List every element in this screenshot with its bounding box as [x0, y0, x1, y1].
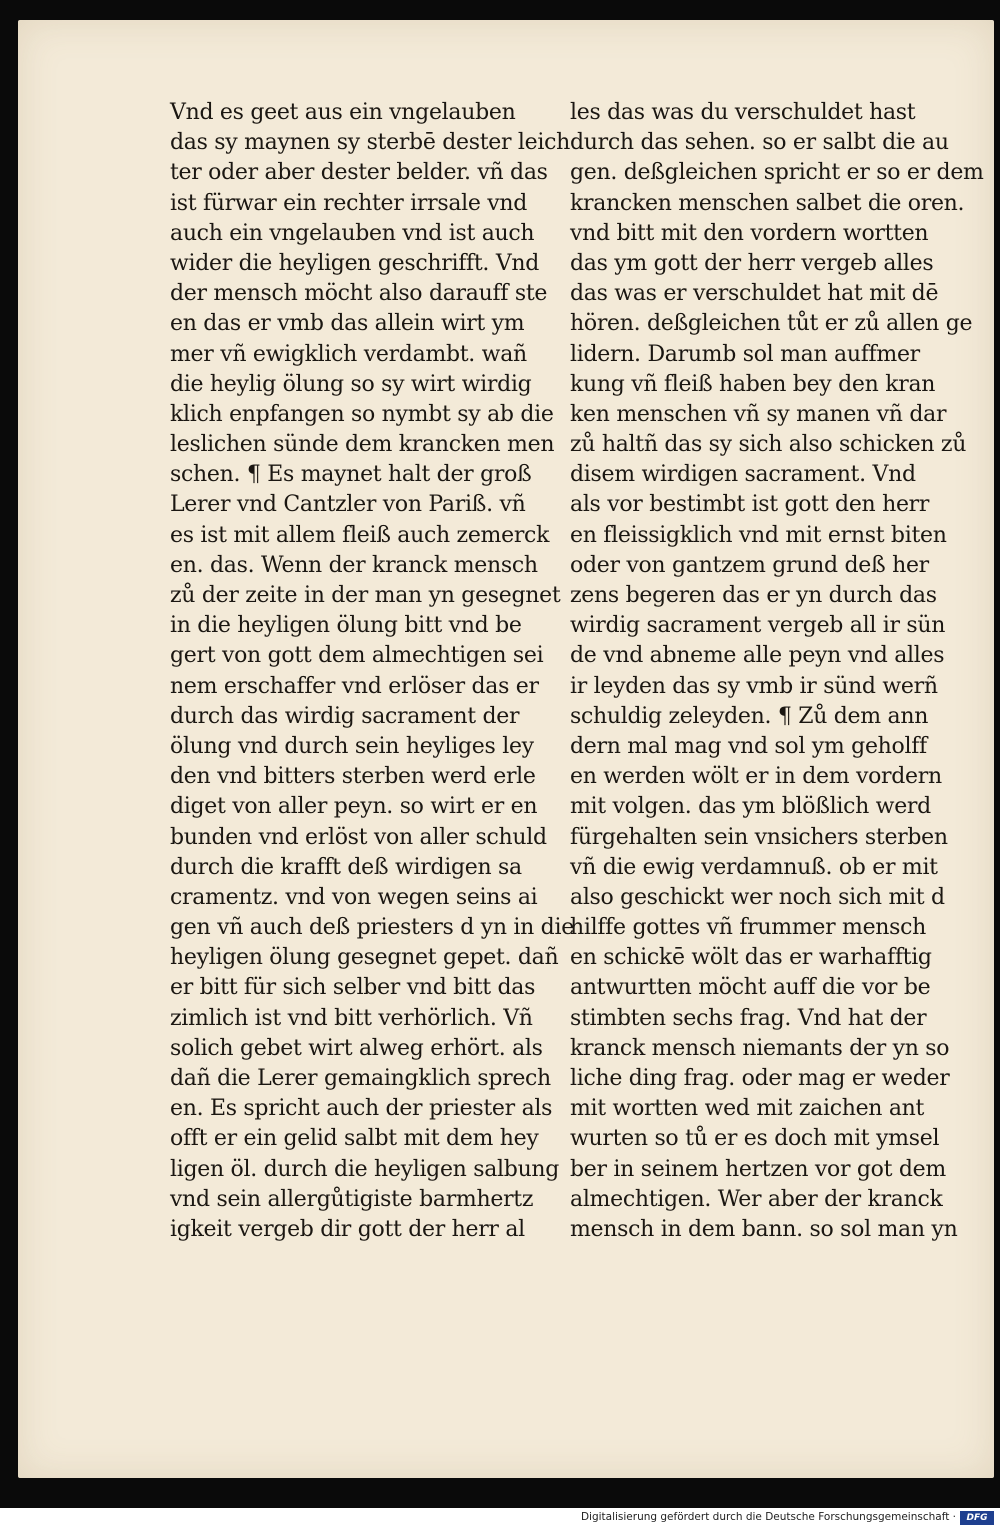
text-line: leslichen sünde dem krancken men	[170, 432, 555, 458]
text-line: auch ein vngelauben vnd ist auch	[170, 220, 535, 246]
text-line: almechtigen. Wer aber der kranck	[570, 1186, 943, 1212]
text-line: stimbten sechs frag. Vnd hat der	[570, 1005, 927, 1031]
text-line: schen. ¶ Es maynet halt der groß	[170, 462, 532, 488]
text-line: er bitt für sich selber vnd bitt das	[170, 975, 536, 1001]
text-line: offt er ein gelid salbt mit dem hey	[170, 1126, 539, 1152]
text-line: das sy maynen sy sterbē dester leich	[170, 130, 570, 156]
text-line: ter oder aber dester belder. vñ das	[170, 160, 548, 186]
text-line: vnd sein allergůtigiste barmhertz	[170, 1186, 534, 1212]
text-line: wirdig sacrament vergeb all ir sün	[570, 613, 946, 639]
text-line: durch die krafft deß wirdigen sa	[170, 854, 522, 880]
text-line: kung vñ fleiß haben bey den kran	[570, 371, 936, 397]
text-line: ber in seinem hertzen vor got dem	[570, 1156, 946, 1182]
text-line: fürgehalten sein vnsichers sterben	[570, 824, 948, 850]
text-line: en schickē wölt das er warhafftig	[570, 945, 932, 971]
text-line: lidern. Darumb sol man auffmer	[570, 341, 920, 367]
text-line: en. Es spricht auch der priester als	[170, 1096, 553, 1122]
text-line: oder von gantzem grund deß her	[570, 552, 929, 578]
text-line: ist fürwar ein rechter irrsale vnd	[170, 190, 528, 216]
text-line: liche ding frag. oder mag er weder	[570, 1066, 950, 1091]
text-line: mit wortten wed mit zaichen ant	[570, 1096, 925, 1122]
text-line: hilffe gottes vñ frummer mensch	[570, 915, 927, 941]
text-line: mit volgen. das ym blößlich werd	[570, 794, 931, 820]
text-line: en das er vmb das allein wirt ym	[170, 311, 525, 337]
text-line: vñ die ewig verdamnuß. ob er mit	[570, 854, 938, 880]
text-line: die heylig ölung so sy wirt wirdig	[170, 371, 532, 397]
book-page	[18, 20, 994, 1478]
text-line: es ist mit allem fleiß auch zemerck	[170, 522, 550, 548]
text-line: solich gebet wirt alweg erhört. als	[170, 1035, 543, 1061]
text-line: zů haltñ das sy sich also schicken zů	[570, 432, 967, 458]
text-line: en. das. Wenn der kranck mensch	[170, 552, 538, 578]
text-line: als vor bestimbt ist gott den herr	[570, 492, 930, 518]
dfg-logo: DFG	[960, 1511, 994, 1525]
text-line: das ym gott der herr vergeb alles	[570, 250, 934, 276]
text-line: wider die heyligen geschrifft. Vnd	[170, 250, 540, 276]
text-line: also geschickt wer noch sich mit d	[570, 884, 945, 910]
text-line: bunden vnd erlöst von aller schuld	[170, 824, 547, 850]
text-line: de vnd abneme alle peyn vnd alles	[570, 643, 945, 669]
text-line: ken menschen vñ sy manen vñ dar	[570, 401, 947, 427]
text-line: zů der zeite in der man yn gesegnet	[170, 583, 561, 608]
text-line: disem wirdigen sacrament. Vnd	[570, 462, 916, 488]
text-line: gen. deßgleichen spricht er so er dem	[570, 160, 984, 186]
text-line: klich enpfangen so nymbt sy ab die	[170, 401, 554, 427]
text-line: mensch in dem bann. so sol man yn	[570, 1216, 958, 1242]
text-line: durch das wirdig sacrament der	[170, 703, 520, 729]
text-line: heyligen ölung gesegnet gepet. dañ	[170, 945, 559, 971]
footer-credit: Digitalisierung gefördert durch die Deutsche Forschungsgemeinschaft ·	[580, 1511, 956, 1523]
text-line: den vnd bitters sterben werd erle	[170, 764, 536, 790]
text-line: en fleissigklich vnd mit ernst biten	[570, 522, 947, 548]
text-line: les das was du verschuldet hast	[570, 100, 916, 125]
text-line: antwurtten möcht auff die vor be	[570, 975, 931, 1001]
text-line: igkeit vergeb dir gott der herr al	[170, 1216, 525, 1242]
text-line: gert von gott dem almechtigen sei	[170, 643, 544, 669]
text-line: der mensch möcht also darauff ste	[170, 281, 548, 307]
text-line: wurten so tů er es doch mit ymsel	[570, 1126, 940, 1152]
text-line: durch das sehen. so er salbt die au	[570, 130, 949, 156]
text-line: Vnd es geet aus ein vngelauben	[170, 100, 516, 125]
right-text-column	[570, 98, 984, 1245]
text-line: diget von aller peyn. so wirt er en	[170, 794, 538, 820]
text-line: in die heyligen ölung bitt vnd be	[170, 613, 522, 639]
text-line: vnd bitt mit den vordern wortten	[570, 220, 929, 246]
text-line: das was er verschuldet hat mit dē	[570, 281, 939, 307]
left-text-column	[170, 98, 574, 1245]
text-line: hören. deßgleichen tůt er zů allen ge	[570, 311, 973, 337]
text-line: dern mal mag vnd sol ym geholff	[570, 733, 927, 759]
text-line: gen vñ auch deß priesters d yn in die	[170, 915, 574, 941]
text-line: en werden wölt er in dem vordern	[570, 764, 942, 790]
text-line: ir leyden das sy vmb ir sünd werñ	[570, 673, 938, 699]
text-line: schuldig zeleyden. ¶ Zů dem ann	[570, 703, 929, 729]
text-line: krancken menschen salbet die oren.	[570, 190, 965, 216]
text-line: ligen öl. durch die heyligen salbung	[170, 1156, 560, 1182]
text-line: dañ die Lerer gemaingklich sprech	[170, 1066, 551, 1091]
text-line: nem erschaffer vnd erlöser das er	[170, 673, 539, 699]
text-line: kranck mensch niemants der yn so	[570, 1035, 950, 1061]
text-line: Lerer vnd Cantzler von Pariß. vñ	[170, 492, 526, 518]
text-line: zens begeren das er yn durch das	[570, 583, 937, 608]
text-line: cramentz. vnd von wegen seins ai	[170, 884, 538, 910]
text-line: zimlich ist vnd bitt verhörlich. Vñ	[170, 1005, 533, 1031]
footer-bar	[0, 1508, 1000, 1528]
text-line: ölung vnd durch sein heyliges ley	[170, 733, 534, 759]
text-line: mer vñ ewigklich verdambt. wañ	[170, 341, 527, 367]
